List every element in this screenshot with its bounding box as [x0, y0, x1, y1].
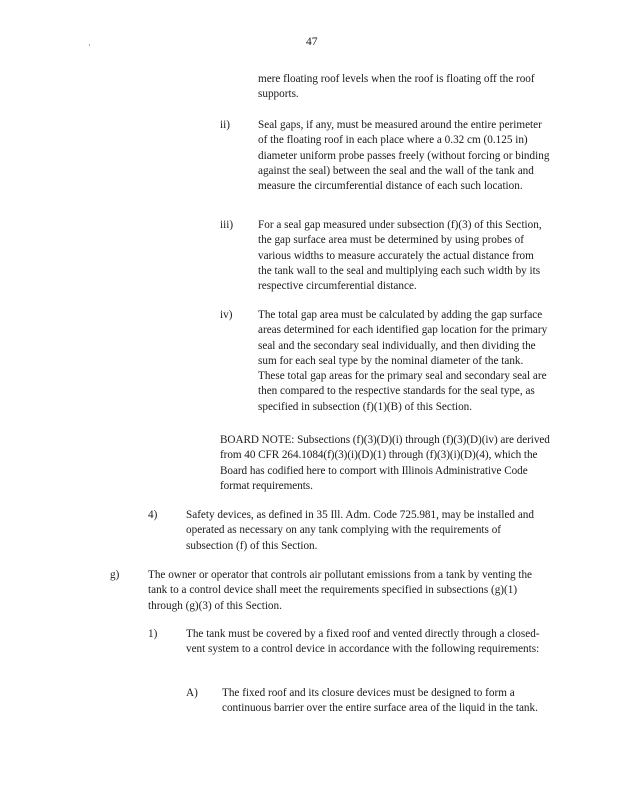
continued-paragraph: mere floating roof levels when the roof is floating off the roof supports. — [258, 73, 535, 101]
board-note: BOARD NOTE: Subsections (f)(3)(D)(i) through (f)(3)(D)(iv) are derived from 40 CFR 264.1084(f)(3)(i)(D)(1) through (f)(3)(i)(D)(4), which the Board has codified here to comport with Illinois Administrative Code format requirements. — [220, 434, 550, 492]
item-A-label: A) — [186, 687, 198, 699]
item-iv-text: The total gap area must be calculated by adding the gap surface areas determined for each identified gap location for the primary seal and the secondary seal individually, and then dividing the sum for each seal type by the nominal diameter of the tank. These total gap areas for the primary seal and secondary seal are then compared to the respective standards for the seal type, as specified in subsection (f)(1)(B) of this Section. — [258, 309, 548, 413]
item-g-label: g) — [110, 569, 120, 581]
item-4-label: 4) — [148, 509, 158, 521]
item-ii-text: Seal gaps, if any, must be measured around the entire perimeter of the floating roof in each place where a 0.32 cm (0.125 in) diameter uniform probe passes freely (without forcing or binding against the seal) between the seal and the wall of the tank and measure the circumferential distance of each such location. — [258, 119, 550, 193]
item-iv-label: iv) — [220, 309, 233, 321]
item-4-text: Safety devices, as defined in 35 Ill. Adm. Code 725.981, may be installed and operated as necessary on any tank complying with the requirements of subsection (f) of this Section. — [186, 509, 534, 552]
item-1-text: The tank must be covered by a fixed roof and vented directly through a closed-vent system to a control device in accordance with the following requirements: — [186, 628, 540, 656]
page-number: 47 — [306, 36, 318, 48]
stray-mark: · — [88, 41, 91, 50]
item-iii-text: For a seal gap measured under subsection (f)(3) of this Section, the gap surface area must be determined by using probes of various widths to measure accurately the actual distance from the tank wall to the seal and multiplying each such width by its respective circumferential distance. — [258, 219, 542, 293]
item-A-text: The fixed roof and its closure devices must be designed to form a continuous barrier over the entire surface area of the liquid in the tank. — [222, 687, 538, 715]
item-ii-label: ii) — [220, 119, 230, 131]
item-1-label: 1) — [148, 628, 158, 640]
item-g-text: The owner or operator that controls air pollutant emissions from a tank by venting the tank to a control device shall meet the requirements specified in subsections (g)(1) through (g)(3) of this Section. — [148, 569, 533, 612]
item-iii-label: iii) — [220, 219, 234, 231]
